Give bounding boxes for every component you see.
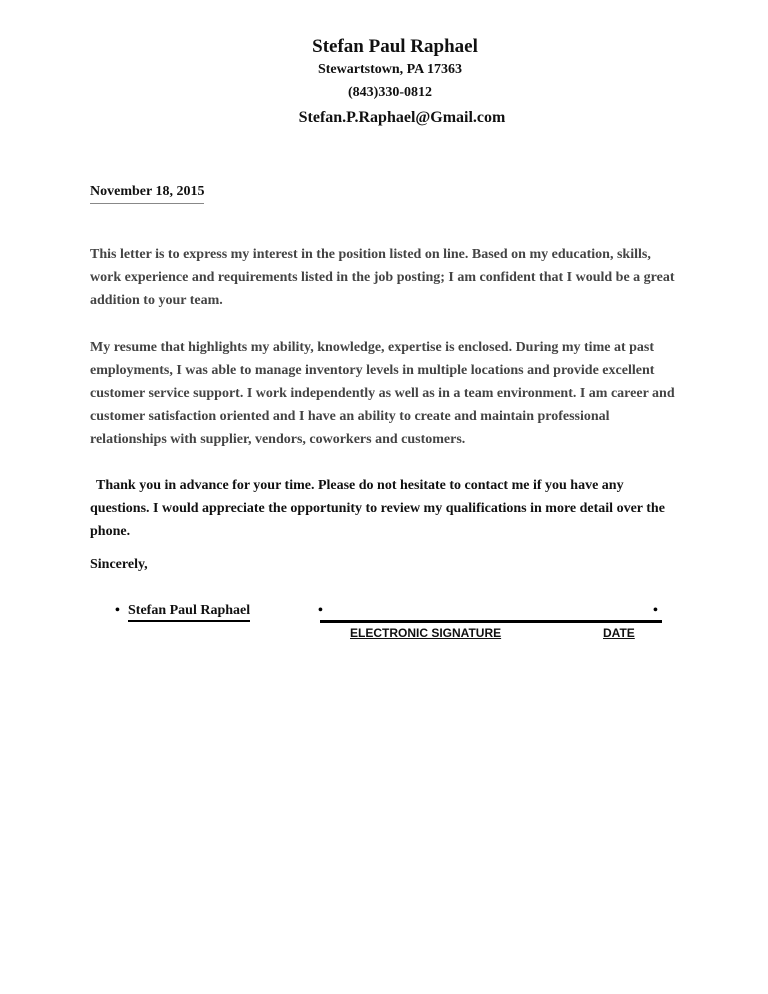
letter-date: November 18, 2015 bbox=[90, 184, 204, 204]
signature-name: Stefan Paul Raphael bbox=[128, 603, 250, 622]
closing: Sincerely, bbox=[90, 557, 148, 572]
sender-address: Stewartstown, PA 17363 bbox=[317, 62, 462, 77]
bullet-icon: • bbox=[318, 603, 323, 618]
date-label: DATE bbox=[603, 626, 635, 640]
body-paragraph-3: Thank you in advance for your time. Please do not hesitate to contact me if you have any questions. I would appreciate the opportunity to review my qualifications in more detail over the phone. bbox=[90, 478, 665, 539]
sender-phone: (843)330-0812 bbox=[348, 85, 432, 100]
sender-name: Stefan Paul Raphael bbox=[312, 36, 478, 57]
signature-line bbox=[320, 620, 662, 623]
body-paragraph-2: My resume that highlights my ability, knowledge, expertise is enclosed. During my time at past employments, I was able to manage inventory levels in multiple locations and provide excellent customer service support. I work independently as well as in a team environment. I am career and customer satisfaction oriented and I have an ability to create and maintain professional relationships with supplier, vendors, coworkers and customers. bbox=[90, 340, 675, 447]
bullet-icon: • bbox=[653, 603, 658, 618]
sender-email: Stefan.P.Raphael@Gmail.com bbox=[298, 109, 506, 126]
bullet-icon: • bbox=[115, 603, 120, 618]
electronic-signature-label: ELECTRONIC SIGNATURE bbox=[350, 626, 502, 640]
body-paragraph-1: This letter is to express my interest in the position listed on line. Based on my education, skills, work experience and requirements listed in the job posting; I am confident that I would be a great addition to your team. bbox=[90, 247, 675, 308]
